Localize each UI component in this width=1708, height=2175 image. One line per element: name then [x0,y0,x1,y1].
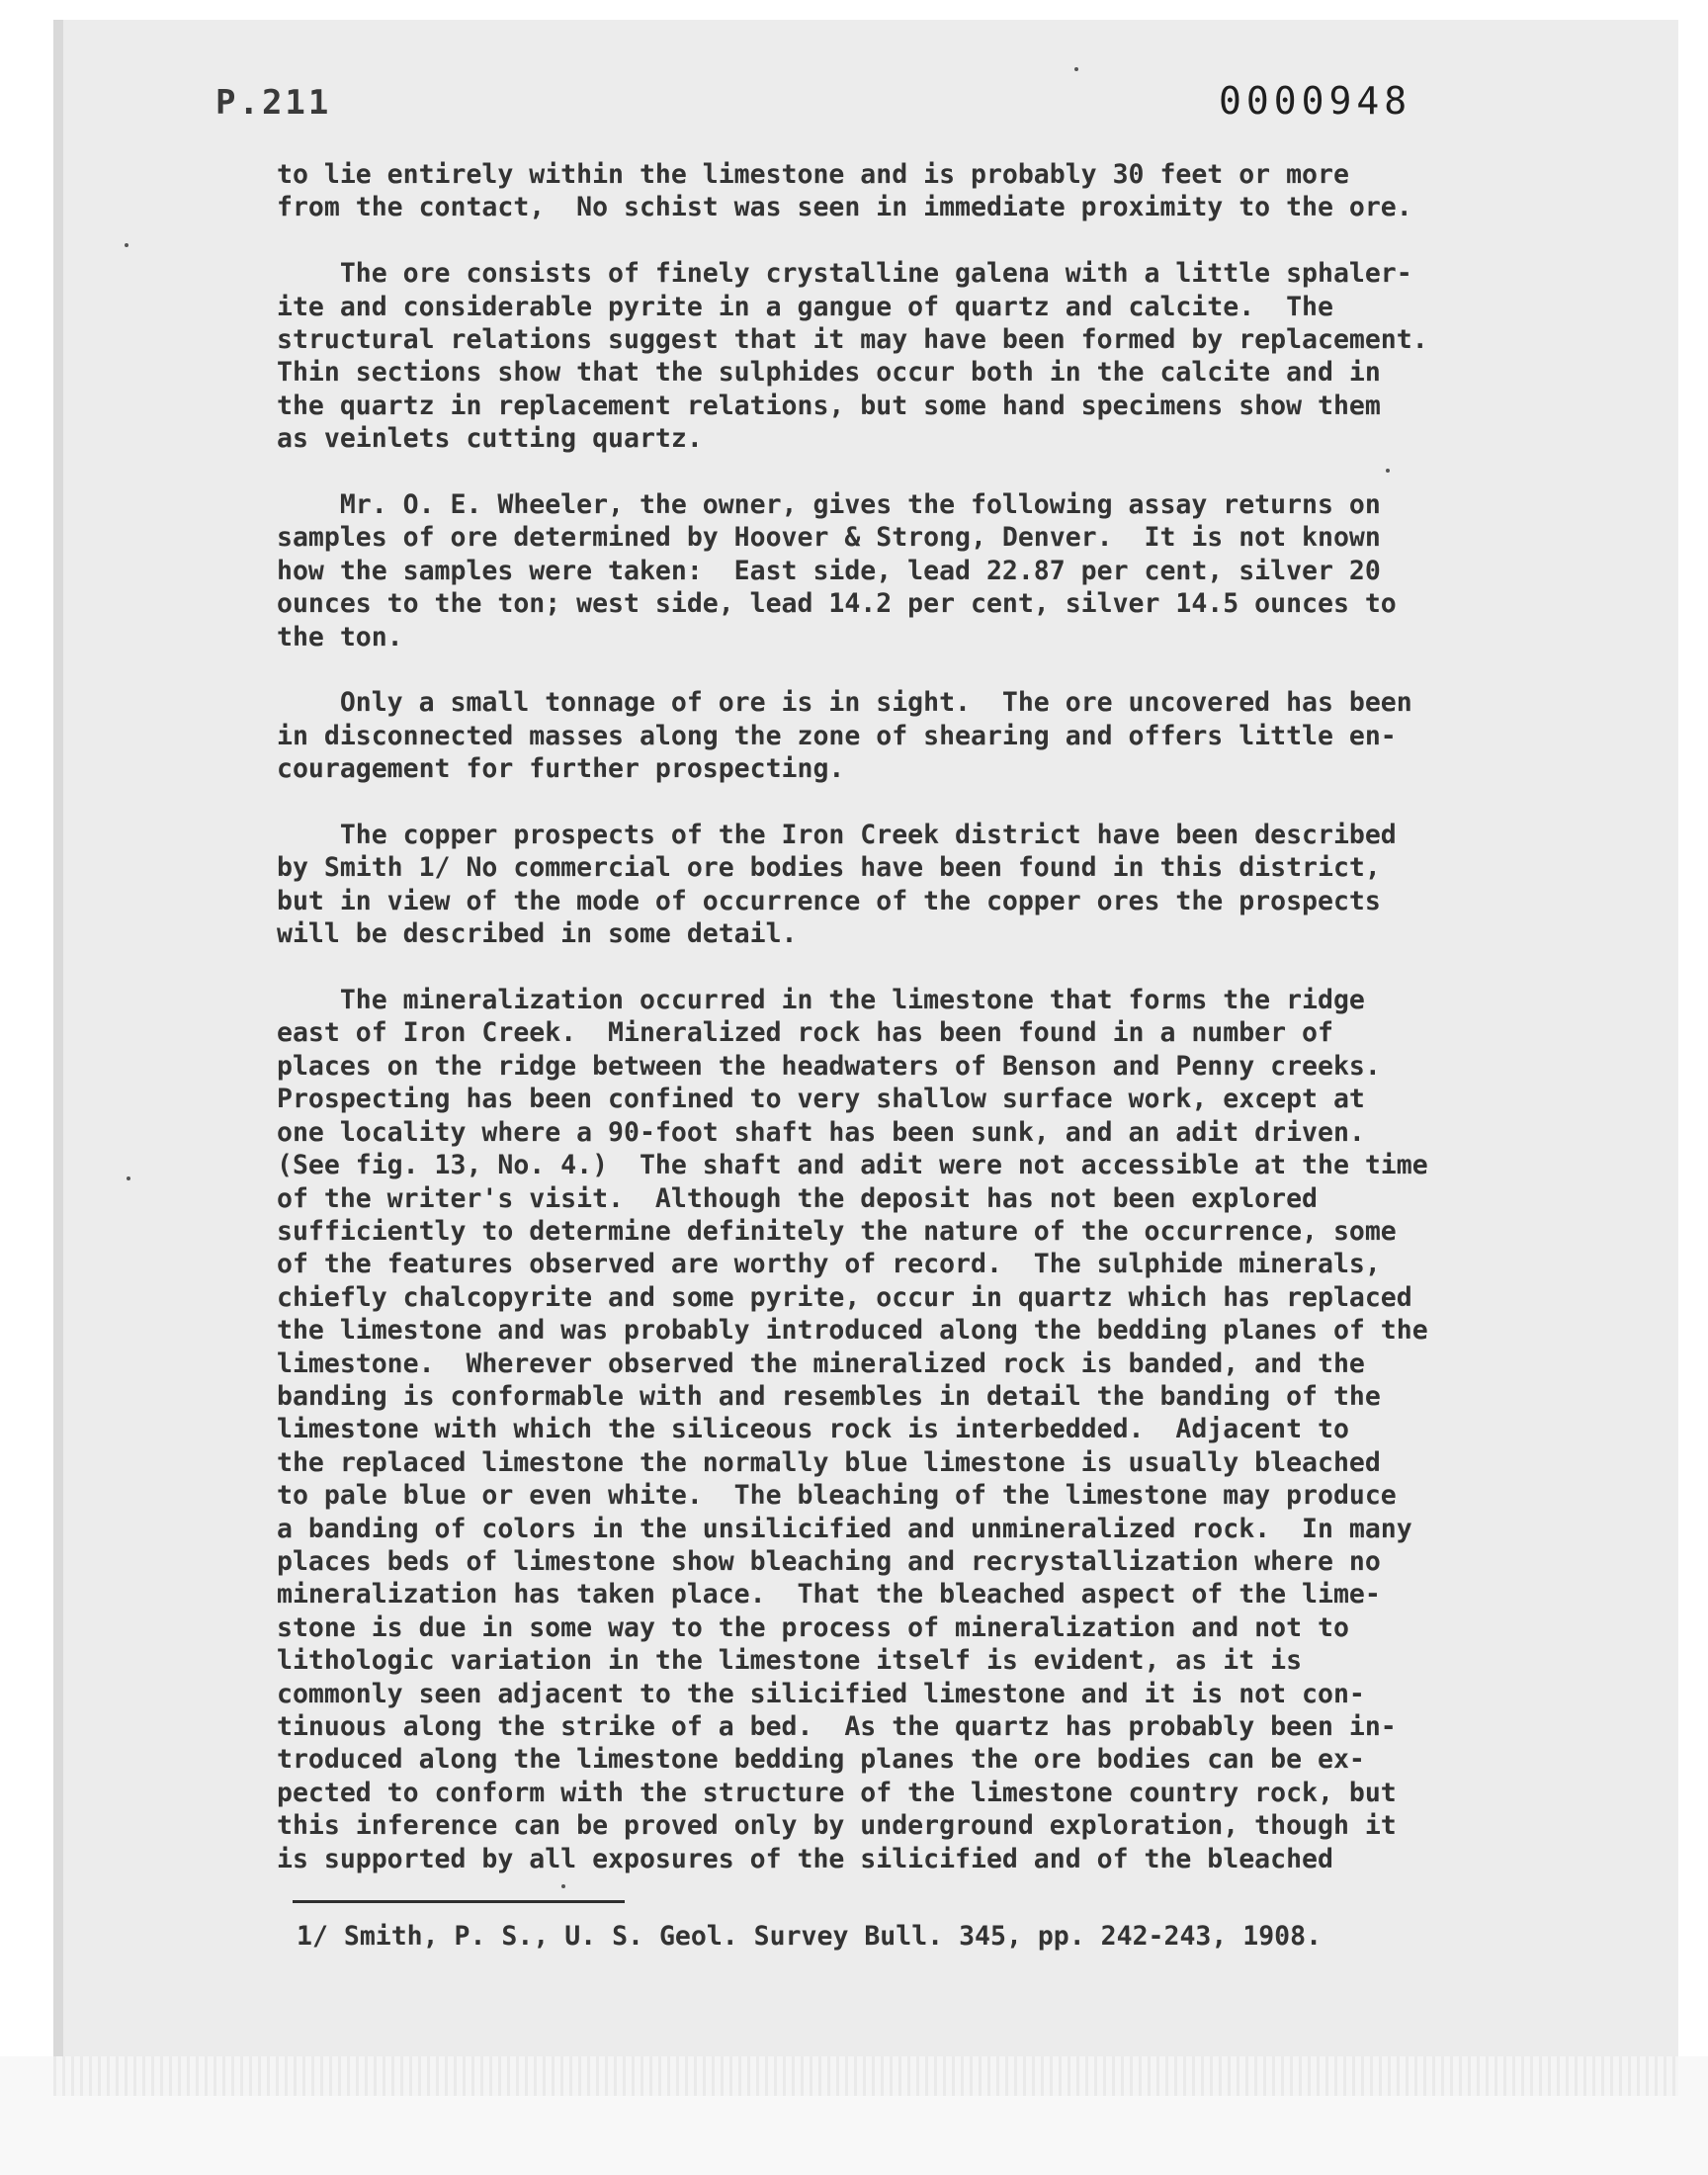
page-edge-shadow [53,20,63,2056]
paragraph-6: The mineralization occurred in the limestone that forms the ridge east of Iron Creek. Mineralized rock has been found in a number of places on the ridge between the headwaters of Benson and Penny creeks. Prospecting has been confined to very shallow surface work, except at one locality where a 90-foot shaft has been sunk, and an adit driven. (See fig. 13, No. 4.) The shaft and adit were not accessible at the time of the writer's visit. Although the deposit has not been explored sufficiently to determine definitely the nature of the occurrence, some of the features observed are worthy of record. The sulphide minerals, chiefly chalcopyrite and some pyrite, occur in quartz which has replaced the limestone and was probably introduced along the bedding planes of the limestone. Wherever observed the mineralized rock is banded, and the banding is conformable with and resembles in detail the banding of the limestone with which the siliceous rock is interbedded. Adjacent to the replaced limestone the normally blue limestone is usually bleached to pale blue or even white. The bleaching of the limestone may produce a banding of colors in the unsilicified and unmineralized rock. In many places beds of limestone show bleaching and recrystallization where no mineralization has taken place. That the bleached aspect of the lime- stone is due in some way to the process of mineralization and not to lithologic variation in the limestone itself is evident, as it is commonly seen adjacent to the silicified limestone and it is not con- tinuous along the strike of a bed. As the quartz has probably been in- troduced along the limestone bedding planes the ore bodies can be ex- pected to conform with the structure of the limestone country rock, but this inference can be proved only by underground exploration, though it is supported by all exposures of the silicified and of the bleached [277,985,1428,1874]
body-text [277,158,1522,1908]
scan-speck [1074,67,1078,71]
paragraph-4: Only a small tonnage of ore is in sight. The ore uncovered has been in disconnected masses along the zone of shearing and offers little en- couragement for further prospecting. [277,687,1412,785]
document-id: 0000948 [1219,79,1412,123]
footnote-divider [293,1900,625,1903]
scan-speck [1386,469,1390,473]
scan-streaks [53,2056,1678,2096]
scan-speck [561,1884,565,1888]
page-number: P.211 [215,83,332,123]
paragraph-5: The copper prospects of the Iron Creek district have been described by Smith 1/ No commercial ore bodies have been found in this district, but in view of the mode of occurrence of the copper ores the prospects will be described in some detail. [277,820,1397,950]
scan-speck [127,1176,130,1180]
scan-speck [125,243,128,247]
paragraph-1: to lie entirely within the limestone and is probably 30 feet or more from the contact, No schist was seen in immediate proximity to the ore. [277,159,1412,223]
paragraph-2: The ore consists of finely crystalline galena with a little sphaler- ite and considerable pyrite in a gangue of quartz and calcite. The structural relations suggest that it may have been formed by replacement. Thin sections show that the sulphides occur both in the calcite and in the quartz in replacement relations, but some hand specimens show them as veinlets cutting quartz. [277,258,1428,455]
scan-margin [0,2056,1708,2175]
footnote: 1/ Smith, P. S., U. S. Geol. Survey Bull. 345, pp. 242-243, 1908. [297,1921,1323,1952]
paragraph-3: Mr. O. E. Wheeler, the owner, gives the following assay returns on samples of ore determined by Hoover & Strong, Denver. It is not known how the samples were taken: East side, lead 22.87 per cent, silver 20 ounces to the ton; west side, lead 14.2 per cent, silver 14.5 ounces to the ton. [277,489,1397,652]
